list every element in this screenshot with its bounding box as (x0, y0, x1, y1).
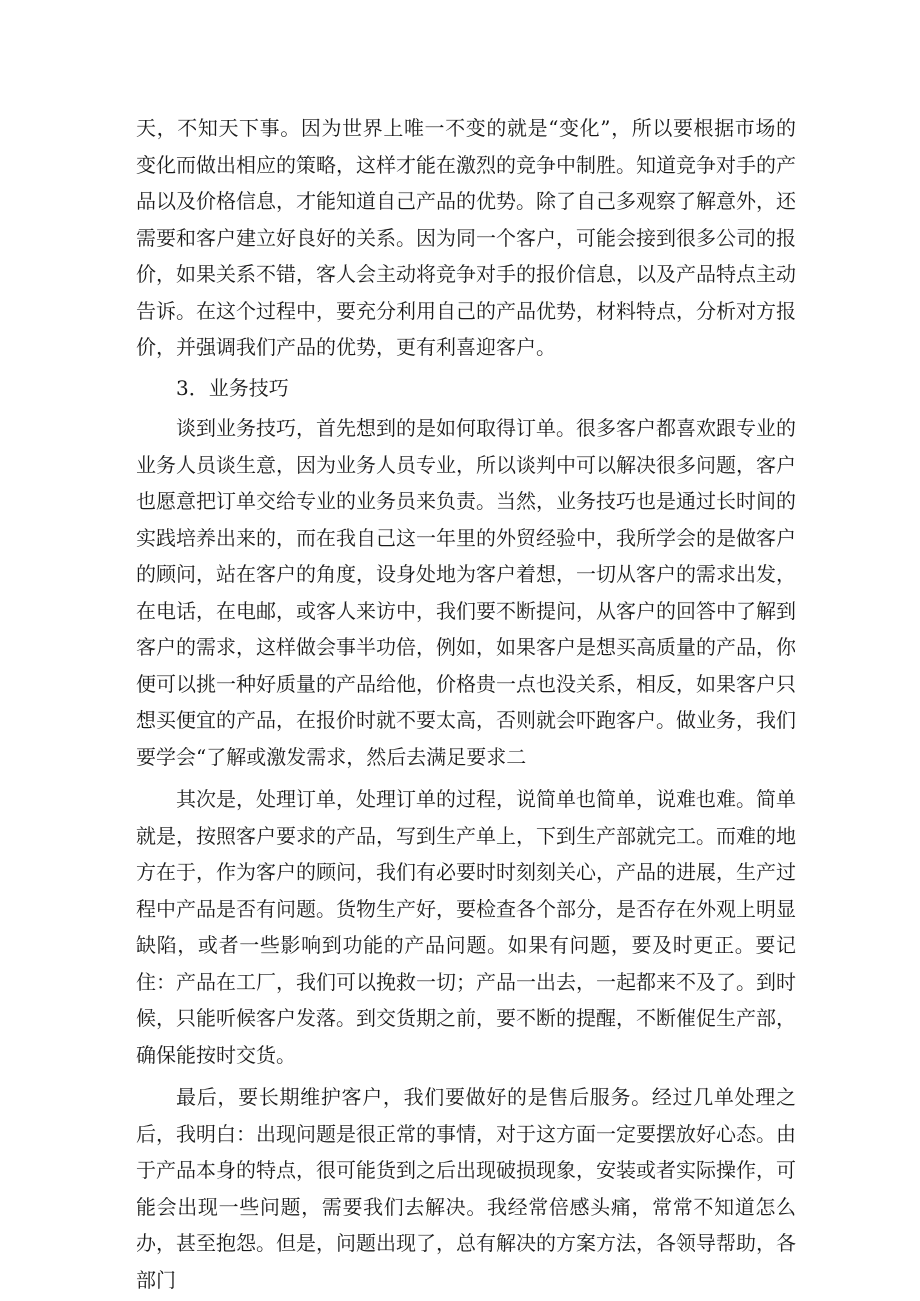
document-body (136, 110, 796, 1298)
paragraph-order-processing: 其次是，处理订单，处理订单的过程，说简单也简单，说难也难。简单就是，按照客户要求的产品，写到生产单上，下到生产部就完工。而难的地方在于，作为客户的顾问，我们有必要时时刻刻关心，产品的进展，生产过程中产品是否有问题。货物生产好，要检查各个部分，是否存在外观上明显缺陷，或者一些影响到功能的产品问题。如果有问题，要及时更正。要记住：产品在工厂，我们可以挽救一切；产品一出去，一起都来不及了。到时候，只能听候客户发落。到交货期之前，要不断的提醒，不断催促生产部，确保能按时交货。 (136, 787, 796, 1067)
paragraph-customer-maintenance: 最后，要长期维护客户，我们要做好的是售后服务。经过几单处理之后，我明白：出现问题是很正常的事情，对于这方面一定要摆放好心态。由于产品本身的特点，很可能货到之后出现破损现象，安装或者实际操作，可能会出现一些问题，需要我们去解决。我经常倍感头痛，常常不知道怎么办，甚至抱怨。但是，问题出现了，总有解决的方案方法，各领导帮助，各部门 (136, 1085, 796, 1292)
paragraph-business-skills: 谈到业务技巧，首先想到的是如何取得订单。很多客户都喜欢跟专业的业务人员谈生意，因为业务人员专业，所以谈判中可以解决很多问题，客户也愿意把订单交给专业的业务员来负责。当然，业务技巧也是通过长时间的实践培养出来的，而在我自己这一年里的外贸经验中，我所学会的是做客户的顾问，站在客户的角度，设身处地为客户着想，一切从客户的需求出发，在电话，在电邮，或客人来访中，我们要不断提问，从客户的回答中了解到客户的需求，这样做会事半功倍，例如，如果客户是想买高质量的产品，你便可以挑一种好质量的产品给他，价格贵一点也没关系，相反，如果客户只想买便宜的产品，在报价时就不要太高，否则就会吓跑客户。做业务，我们要学会“了解或激发需求，然后去满足要求二 (136, 416, 796, 769)
section-heading: 3．业务技巧 (176, 375, 289, 400)
paragraph-continuation: 天，不知天下事。因为世界上唯一不变的就是“变化”，所以要根据市场的变化而做出相应的策略，这样才能在激烈的竞争中制胜。知道竞争对手的产品以及价格信息，才能知道自己产品的优势。除了自己多观察了解意外，还需要和客户建立好良好的关系。因为同一个客户，可能会接到很多公司的报价，如果关系不错，客人会主动将竞争对手的报价信息，以及产品特点主动告诉。在这个过程中，要充分利用自己的产品优势，材料特点，分析对方报价，并强调我们产品的优势，更有利喜迎客户。 (136, 116, 796, 359)
